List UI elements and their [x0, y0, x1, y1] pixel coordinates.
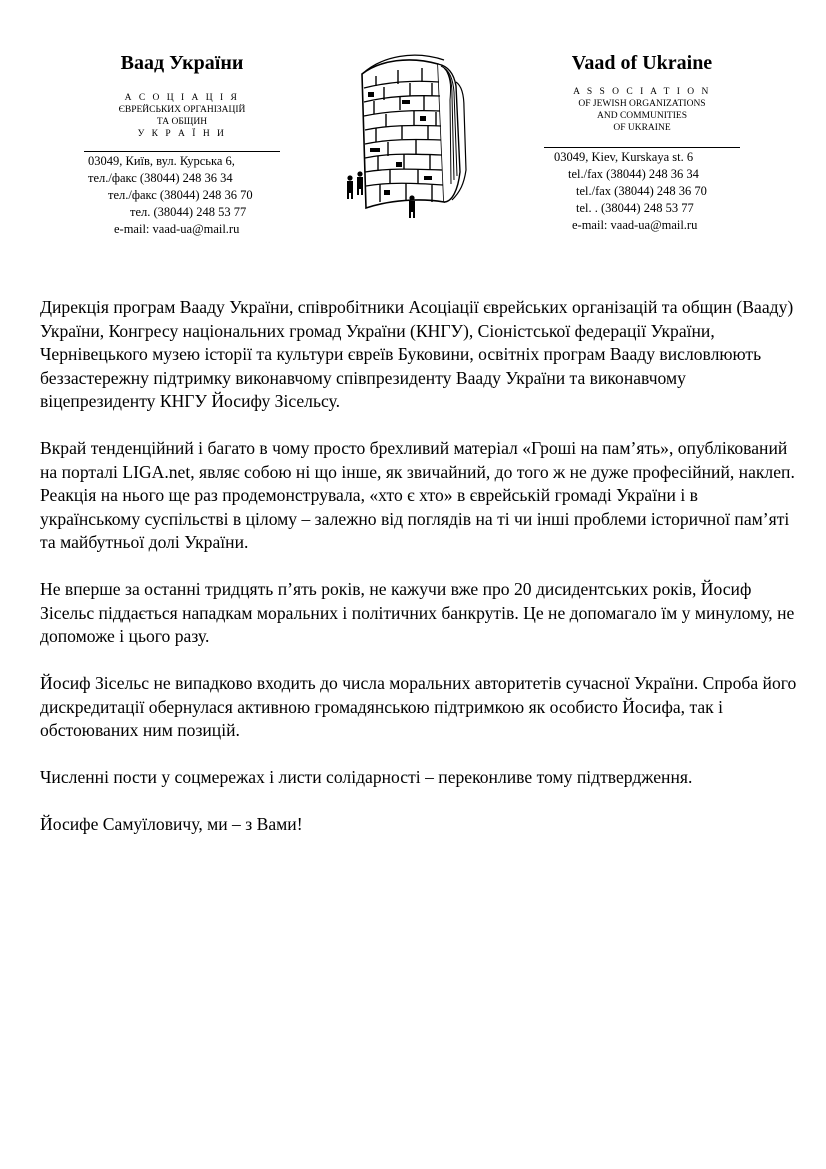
left-association-block [82, 92, 282, 140]
left-header-title: Ваад України [120, 52, 244, 74]
left-address: 03049, Київ, вул. Курська 6, [88, 154, 235, 168]
left-tel-fax-1: тел./факс (38044) 248 36 34 [88, 171, 233, 185]
right-address: 03049, Kiev, Kurskaya st. 6 [554, 150, 694, 164]
right-assoc-line-4: OF UKRAINE [613, 123, 671, 133]
paragraph-1: Дирекція програм Вааду України, співробітники Асоціації єврейських організацій та общин (Вааду) України, Конгресу національних громад України (КНГУ), Сіоністської федерації України, Чернівецького музею історії та культури євреїв Буковини, освітніх програм Вааду висловлюють беззастережну підтримку виконавчому співпрезиденту Вааду України та виконавчому віцепрезиденту КНГУ Йосифу Зісельсу. [40, 297, 794, 411]
right-assoc-line-1: A S S O C I A T I O N [573, 87, 711, 97]
right-email: e-mail: vaad-ua@mail.ru [572, 218, 698, 232]
left-assoc-line-1: А С О Ц І А Ц І Я [124, 93, 240, 103]
right-tel-fax-1: tel./fax (38044) 248 36 34 [568, 167, 699, 181]
left-assoc-line-4: У К Р А Ї Н И [137, 129, 227, 139]
paragraph-3: Не вперше за останні тридцять п’ять років, не кажучи вже про 20 дисидентських років, Йосиф Зісельс піддається нападкам моральних і політичних банкрутів. Це не допомагало їм у минулому, не допоможе і цього разу. [40, 579, 795, 646]
left-tel: тел. (38044) 248 53 77 [130, 205, 247, 219]
right-tel-fax-2: tel./fax (38044) 248 36 70 [576, 184, 707, 198]
letter-body [40, 296, 800, 860]
western-wall-book-logo-icon [340, 52, 472, 220]
paragraph-4: Йосиф Зісельс не випадково входить до числа моральних авторитетів сучасної України. Спроба його дискредитації обернулася активною громадянською підтримкою як особисто Йосифа, так і обстоюваних ним позицій. [40, 673, 797, 740]
right-header-title: Vaad of Ukraine [571, 52, 713, 74]
left-assoc-line-2: ЄВРЕЙСЬКИХ ОРГАНІЗАЦІЙ [118, 105, 246, 115]
right-assoc-line-3: AND COMMUNITIES [597, 111, 687, 121]
right-assoc-line-2: OF JEWISH ORGANIZATIONS [578, 99, 706, 109]
right-contact-block [554, 149, 707, 234]
left-header-divider [84, 151, 280, 152]
right-header-divider [544, 147, 740, 148]
left-assoc-line-3: ТА ОБЩИН [156, 117, 208, 127]
paragraph-2: Вкрай тенденційний і багато в чому просто брехливий матеріал «Гроші на пам’ять», опублікований на порталі LIGA.net, являє собою ні що інше, як звичайний, до того ж не дуже професійний, наклеп. Реакція на нього ще раз продемонструвала, «хто є хто» в єврейській громаді України і в українському суспільстві в цілому – залежно від поглядів на ті чи інші проблеми історичної пам’яті та майбутньої долі України. [40, 438, 795, 552]
left-tel-fax-2: тел./факс (38044) 248 36 70 [108, 188, 253, 202]
left-contact-block [88, 153, 253, 238]
right-association-block [542, 86, 742, 134]
paragraph-6: Йосифе Самуїловичу, ми – з Вами! [40, 814, 303, 834]
left-email: e-mail: vaad-ua@mail.ru [114, 222, 240, 236]
paragraph-5: Численні пости у соцмережах і листи солідарності – переконливе тому підтвердження. [40, 767, 693, 787]
right-tel: tel. . (38044) 248 53 77 [576, 201, 694, 215]
